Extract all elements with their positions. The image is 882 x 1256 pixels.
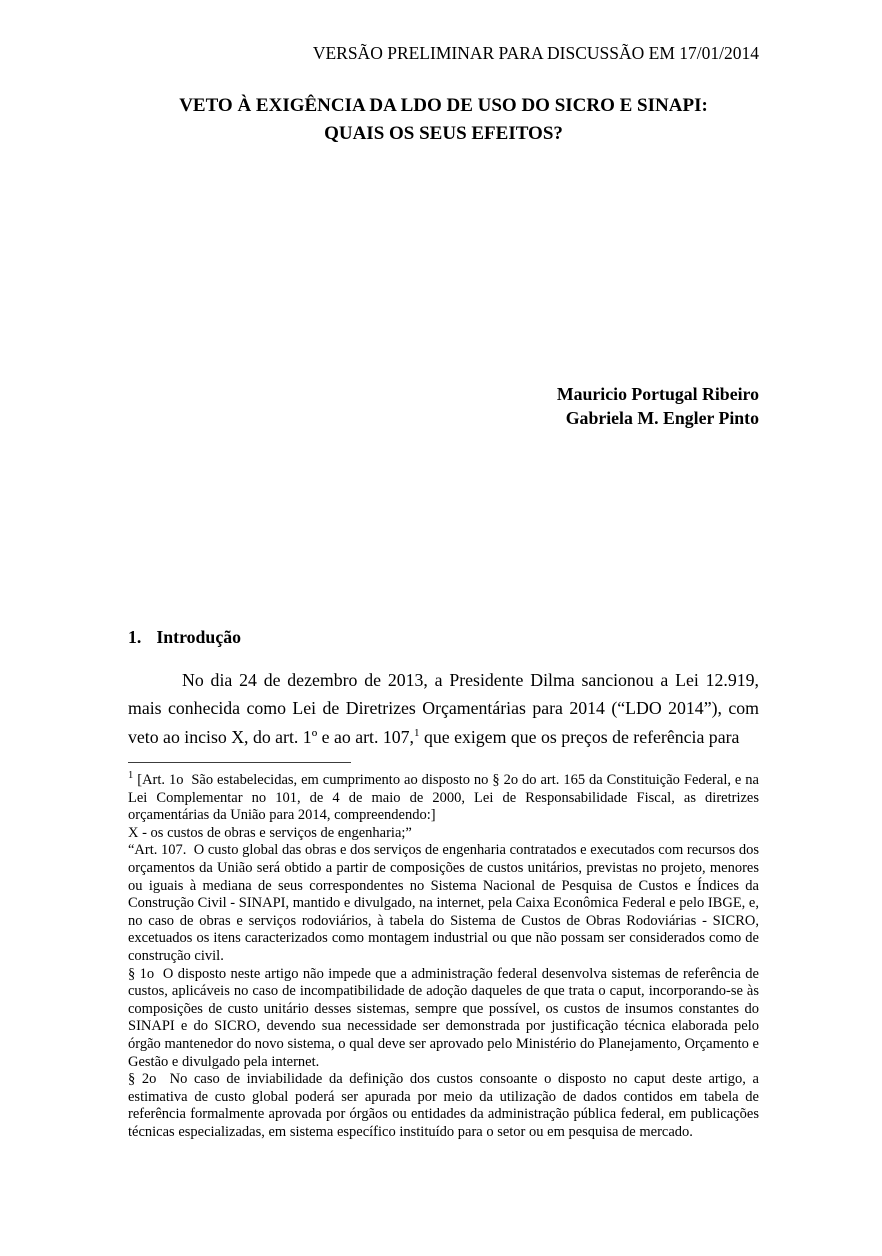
document-title (128, 92, 759, 148)
footnote-ref: 1 (414, 726, 420, 739)
author-name-2: Gabriela M. Engler Pinto (565, 407, 759, 428)
intro-paragraph (128, 666, 759, 751)
footnote-paragraph-5: § 2o No caso de inviabilidade da definição dos custos consoante o disposto no caput deste artigo, a estimativa de custo global poderá ser apurada por meio da utilização de dados contidos em tabela de referência formalmente aprovada por órgãos ou entidades da administração pública federal, em publicações técnicas especializadas, em sistema específico instituído para o setor ou em pesquisa de mercado. (128, 1071, 759, 1140)
section-number: 1. (128, 627, 142, 647)
footnote-paragraph-1 (128, 772, 759, 825)
footnote-paragraph-1-text: [Art. 1o São estabelecidas, em cumprimento ao disposto no § 2o do art. 165 da Constituição Federal, e na Lei Complementar no 101, de 4 de maio de 2000, Lei de Responsabilidade Fiscal, as diretrizes orçamentárias da União para 2014, compreendendo:] (128, 772, 759, 824)
footnote-paragraph-4: § 1o O disposto neste artigo não impede que a administração federal desenvolva sistemas de referência de custos, aplicáveis no caso de incompatibilidade de adoção daqueles de que trata o caput, incorporando-se às composições de custo unitário desses sistemas, sempre que possível, os custos de insumos constantes do SINAPI e do SICRO, devendo sua necessidade ser demonstrada por justificação técnica elaborada pelo órgão mantenedor do novo sistema, o qual deve ser aprovado pelo Ministério do Planejamento, Orçamento e Gestão e divulgado pela internet. (128, 965, 759, 1070)
intro-paragraph-text-continued: que exigem que os preços de referência para (419, 726, 740, 747)
footnote-marker: 1 (128, 770, 134, 782)
section-heading-introduction (128, 625, 759, 649)
draft-version-note: VERSÃO PRELIMINAR PARA DISCUSSÃO EM 17/01/2014 (312, 43, 759, 63)
intro-paragraph-text: No dia 24 de dezembro de 2013, a Presidente Dilma sancionou a Lei 12.919, mais conhecida como Lei de Diretrizes Orçamentárias para 2014 (“LDO 2014”), com veto ao inciso X, do art. 1º e ao art. 107, (128, 670, 759, 747)
section-title: Introdução (156, 627, 241, 647)
footnote-paragraph-2: X - os custos de obras e serviços de engenharia;” (128, 824, 412, 841)
footnote-separator (128, 762, 351, 763)
author-name-1: Mauricio Portugal Ribeiro (556, 384, 759, 404)
footnote (128, 772, 759, 1141)
author-list (128, 383, 759, 430)
footnote-paragraph-3: “Art. 107. O custo global das obras e dos serviços de engenharia contratados e executados com recursos dos orçamentos da União será obtido a partir de composições de custos unitários, previstas no projeto, menores ou iguais à mediana de seus correspondentes no Sistema Nacional de Pesquisa de Custos e Índices da Construção Civil - SINAPI, mantido e divulgado, na internet, pela Caixa Econômica Federal e pelo IBGE, e, no caso de obras e serviços rodoviários, à tabela do Sistema de Custos de Obras Rodoviárias - SICRO, excetuados os itens caracterizados como montagem industrial ou que não possam ser considerados como de construção civil. (128, 842, 759, 964)
document-title-line2: QUAIS OS SEUS EFEITOS? (324, 123, 563, 144)
document-title-line1: VETO À EXIGÊNCIA DA LDO DE USO DO SICRO E SINAPI: (179, 95, 708, 116)
